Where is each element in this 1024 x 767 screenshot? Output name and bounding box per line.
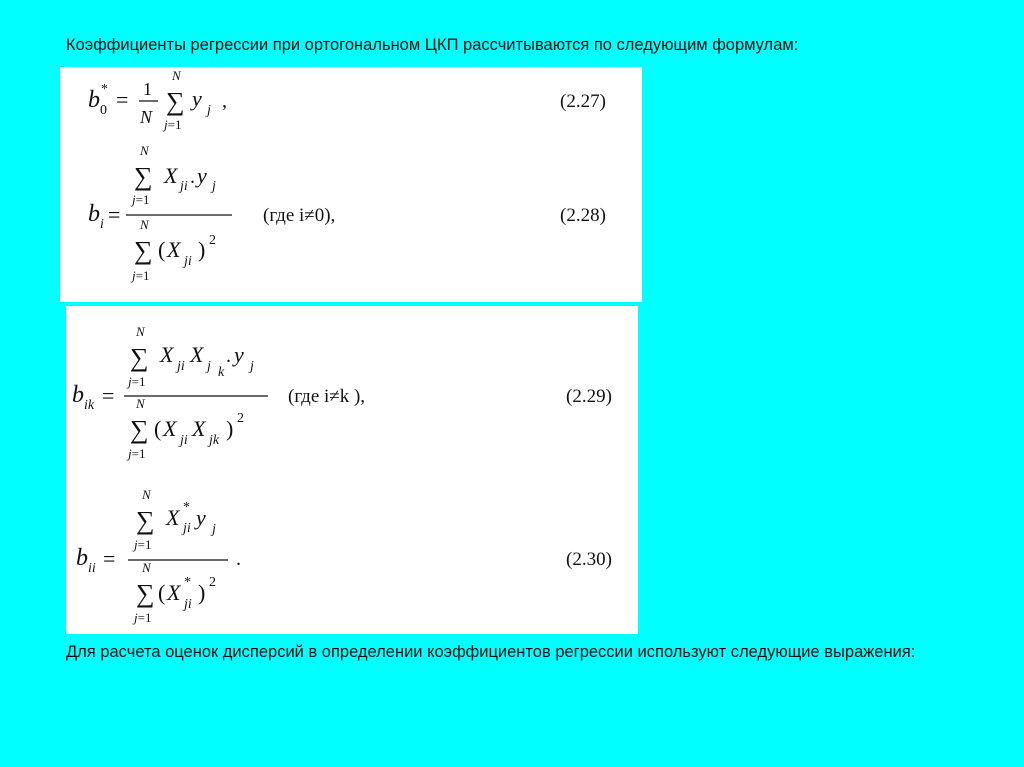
equation-number-2-27: (2.27) (560, 91, 606, 112)
svg-text:X: X (163, 416, 177, 441)
formula-2-29-condition: (где i≠k ), (288, 386, 366, 407)
svg-text:y: y (197, 163, 207, 188)
svg-text:j=1: j=1 (134, 610, 152, 625)
svg-text:=: = (103, 546, 116, 571)
svg-text:*: * (101, 82, 108, 97)
svg-text:ji: ji (184, 597, 192, 612)
svg-text:N: N (136, 324, 145, 339)
svg-text:y: y (192, 86, 202, 111)
slide-heading: Коэффициенты регрессии при ортогональном ЦКП рассчитываются по следующим формулам: (66, 36, 799, 54)
svg-text:ik: ik (84, 398, 95, 413)
svg-text:j=1: j=1 (132, 268, 150, 283)
svg-text:b: b (88, 87, 100, 113)
svg-text:∑: ∑ (136, 579, 155, 608)
svg-text:*: * (184, 575, 191, 590)
svg-text:ji: ji (184, 254, 192, 269)
svg-text:.: . (226, 345, 231, 367)
svg-text:N: N (136, 396, 145, 411)
svg-text:): ) (198, 237, 206, 262)
svg-text:∑: ∑ (130, 343, 149, 372)
svg-text:jk: jk (209, 433, 220, 448)
svg-text:(: ( (154, 416, 162, 441)
svg-text:∑: ∑ (166, 87, 185, 116)
svg-text:k: k (218, 365, 225, 380)
svg-text:X: X (160, 342, 174, 367)
svg-text:X: X (192, 416, 206, 441)
svg-text:2: 2 (237, 411, 244, 426)
svg-text:N: N (142, 560, 151, 575)
svg-text:=: = (108, 202, 121, 227)
svg-text:0: 0 (100, 103, 107, 118)
svg-text:ji: ji (180, 179, 188, 194)
svg-text:i: i (100, 217, 104, 232)
svg-text:j=1: j=1 (132, 192, 150, 207)
svg-text:N: N (142, 487, 151, 502)
svg-text:2: 2 (209, 233, 216, 248)
svg-text:j=1: j=1 (164, 117, 182, 132)
formula-svg-bottom (66, 306, 638, 634)
svg-text:b: b (76, 545, 88, 571)
svg-text:j: j (212, 179, 216, 194)
svg-text:): ) (198, 580, 206, 605)
svg-text:1: 1 (143, 79, 152, 99)
svg-text:y: y (196, 505, 206, 530)
svg-text:*: * (183, 500, 190, 515)
svg-text:j: j (207, 103, 211, 118)
svg-text:X: X (167, 580, 181, 605)
svg-text:X: X (166, 505, 180, 530)
svg-text:N: N (140, 143, 149, 158)
svg-text:∑: ∑ (134, 162, 153, 191)
svg-text:.: . (190, 166, 195, 188)
svg-text:j: j (250, 359, 254, 374)
svg-text:(: ( (158, 580, 166, 605)
equation-number-2-30: (2.30) (566, 549, 612, 570)
svg-text:,: , (222, 90, 227, 112)
svg-text:j=1: j=1 (134, 537, 152, 552)
svg-text:ji: ji (177, 359, 185, 374)
svg-text:N: N (140, 217, 149, 232)
formula-2-29 (72, 324, 612, 461)
equation-number-2-29: (2.29) (566, 386, 612, 407)
svg-text:=: = (102, 383, 115, 408)
svg-text:N: N (140, 107, 153, 127)
formula-svg-top (60, 67, 642, 302)
svg-text:2: 2 (209, 575, 216, 590)
slide-footer-text: Для расчета оценок дисперсий в определении коэффициентов регрессии используют следующие выражения: (66, 643, 916, 661)
svg-text:.: . (236, 548, 241, 570)
svg-text:X: X (164, 163, 178, 188)
svg-text:ji: ji (180, 433, 188, 448)
svg-text:j=1: j=1 (128, 374, 146, 389)
formula-panel-bottom (66, 306, 638, 634)
svg-text:X: X (167, 237, 181, 262)
formula-2-28-condition: (где i≠0), (263, 205, 336, 226)
svg-text:X: X (190, 342, 204, 367)
formula-2-27 (88, 68, 606, 132)
svg-text:(: ( (158, 237, 166, 262)
svg-text:ji: ji (183, 521, 191, 536)
svg-text:=: = (116, 87, 129, 112)
svg-text:ii: ii (88, 561, 96, 576)
svg-text:∑: ∑ (134, 236, 153, 265)
svg-text:): ) (226, 416, 234, 441)
formula-panel-top (60, 67, 642, 302)
svg-text:b: b (72, 382, 84, 408)
svg-text:∑: ∑ (130, 415, 149, 444)
svg-text:j: j (212, 522, 216, 537)
svg-text:N: N (172, 68, 181, 83)
equation-number-2-28: (2.28) (560, 205, 606, 226)
formula-2-30 (76, 487, 612, 625)
svg-text:j: j (207, 359, 211, 374)
svg-text:y: y (234, 342, 244, 367)
svg-text:b: b (88, 201, 100, 227)
svg-text:∑: ∑ (136, 506, 155, 535)
formula-2-28 (88, 143, 606, 283)
svg-text:j=1: j=1 (128, 446, 146, 461)
